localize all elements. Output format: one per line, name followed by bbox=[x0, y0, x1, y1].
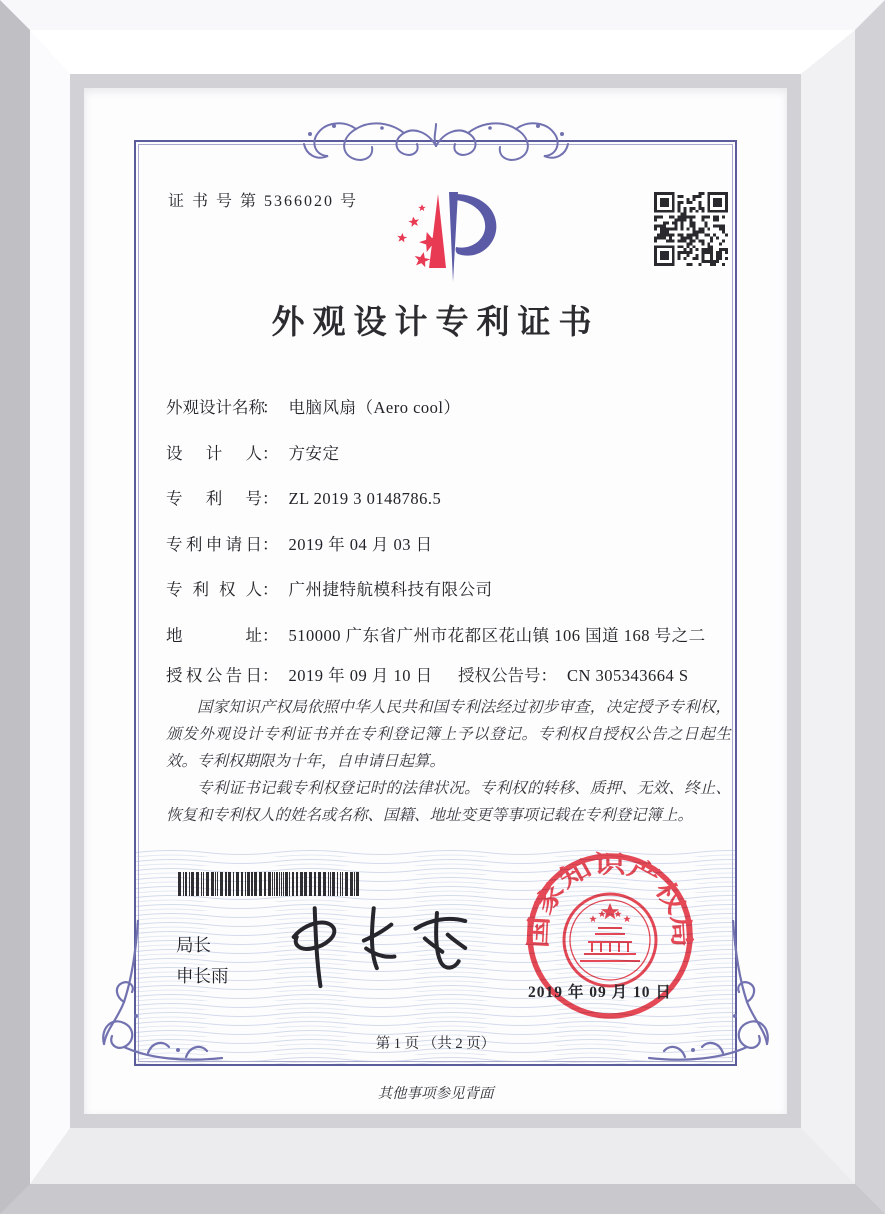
seal-text: 国家知识产权局 bbox=[525, 851, 695, 949]
field-colon: ： bbox=[262, 489, 279, 508]
field-colon: ： bbox=[262, 580, 279, 599]
field-row bbox=[166, 622, 727, 668]
field-value: 方安定 bbox=[288, 443, 340, 463]
field-label: 授权公告日 bbox=[166, 666, 262, 685]
seal-date: 2019 年 09 月 10 日 bbox=[528, 984, 672, 1001]
field-colon: ： bbox=[262, 443, 279, 463]
field-value: 510000 广东省广州市花都区花山镇 106 国道 168 号之二 bbox=[288, 625, 706, 645]
director-title: 局长 bbox=[176, 935, 211, 955]
field-row bbox=[166, 485, 727, 531]
barcode-icon bbox=[178, 872, 363, 896]
field-row bbox=[166, 531, 727, 577]
cnipa-logo-icon bbox=[392, 186, 504, 286]
director-name: 申长雨 bbox=[176, 966, 229, 986]
field-label: 授权公告号 bbox=[458, 666, 541, 685]
signature-icon bbox=[280, 896, 480, 991]
field-colon: ： bbox=[262, 534, 279, 554]
legal-paragraphs bbox=[166, 694, 731, 829]
top-flourish-ornament bbox=[286, 114, 586, 170]
field-label: 地址 bbox=[166, 625, 262, 645]
field-label: 专利号 bbox=[166, 489, 262, 508]
field-row bbox=[166, 440, 727, 486]
footer-note: 其他事项参见背面 bbox=[377, 1086, 494, 1102]
certificate-number: 证 书 号 第 5366020 号 bbox=[168, 193, 359, 210]
certificate-paper bbox=[84, 88, 787, 1114]
grant-row: 授权公告日： 2019 年 09 月 10 日 授权公告号： CN 305343664 S bbox=[166, 662, 747, 686]
paragraph: 专利证书记载专利权登记时的法律状况。专利权的转移、质押、无效、终止、恢复和专利权人的姓名或名称、国籍、地址变更等事项记载在专利登记簿上。 bbox=[166, 780, 731, 824]
field-label: 外观设计名称 bbox=[166, 398, 265, 417]
field-colon: ： bbox=[262, 625, 279, 645]
field-value: 2019 年 04 月 03 日 bbox=[288, 534, 433, 554]
field-value: 广州捷特航模科技有限公司 bbox=[288, 580, 493, 599]
grant-number-value: CN 305343664 S bbox=[567, 666, 689, 685]
paragraph: 国家知识产权局依照中华人民共和国专利法经过初步审查，决定授予专利权，颁发外观设计专利证书并在专利登记簿上予以登记。专利权自授权公告之日起生效。专利权期限为十年，自申请日起算。 bbox=[166, 699, 731, 770]
field-value: 电脑风扇（Aero cool） bbox=[288, 398, 461, 417]
certificate-title: 外观设计专利证书 bbox=[271, 305, 600, 341]
field-row bbox=[166, 576, 727, 622]
director-block bbox=[176, 930, 229, 992]
field-row bbox=[166, 394, 727, 440]
grant-date-value: 2019 年 09 月 10 日 bbox=[288, 666, 433, 685]
fields-section bbox=[166, 394, 727, 667]
qr-code-icon bbox=[654, 192, 728, 266]
page-number: 第 1 页 （共 2 页） bbox=[375, 1036, 496, 1052]
field-label: 专利申请日 bbox=[166, 534, 262, 554]
field-label: 设计人 bbox=[166, 443, 262, 463]
field-label: 专利权人 bbox=[166, 580, 262, 599]
field-colon: ： bbox=[262, 398, 279, 417]
field-value: ZL 2019 3 0148786.5 bbox=[288, 489, 442, 508]
